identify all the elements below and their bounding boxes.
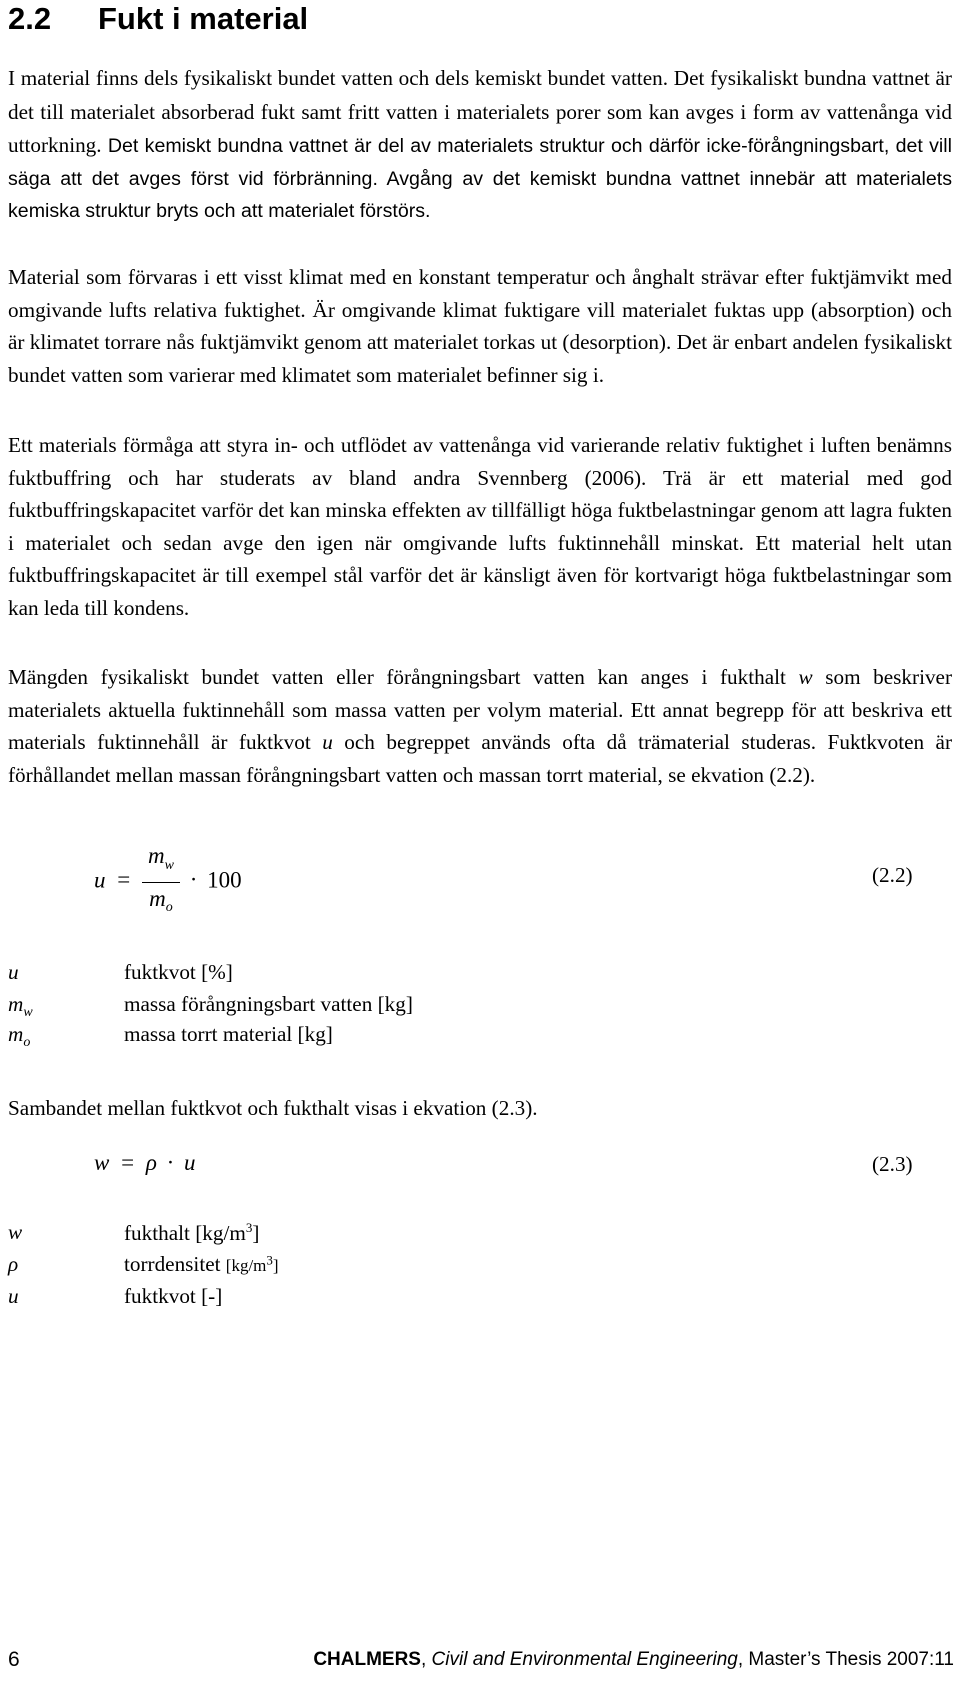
eq22-den-sub: o: [165, 900, 173, 916]
def23-sym-2: ρ: [8, 1252, 19, 1276]
footer-brand: CHALMERS: [313, 1649, 421, 1670]
def22-sym-1: [8, 960, 19, 985]
def22-sym-2-main: m: [8, 992, 24, 1016]
def22-desc-2: massa förångningsbart vatten [kg]: [124, 992, 413, 1016]
footer-sep: ,: [420, 1649, 432, 1670]
paragraph-1-part-a: I material finns dels fysikaliskt bundet vatten och dels kemiskt bundet vatten. Det fysikaliskt bundna vattnet är det till materialet absorberad fukt samt fritt vatten i materialets porer som kan avges i form av vattenånga vid uttorkning.: [8, 66, 952, 157]
equation-2-3-number: (2.3): [872, 1152, 913, 1176]
paragraph-1-part-b: Det kemiskt bundna vattnet är del av materialets struktur och därför icke-förångningsbart, det vill säga att det avges först vid förbränning.: [8, 135, 952, 190]
def23-desc-1-tail: ]: [252, 1221, 260, 1246]
footer-rest: , Master’s Thesis 2007:11: [737, 1649, 954, 1670]
def23-sym-1: w: [8, 1220, 23, 1244]
eq22-fraction: [142, 842, 180, 922]
eq23-rho: ρ: [145, 1150, 157, 1175]
paragraph-1-part-c: Avgång av det kemiskt bundna vattnet innebär att materialets kemiska struktur bryts och att materialet förstörs.: [8, 167, 952, 222]
paragraph-2: Material som förvaras i ett visst klimat med en konstant temperatur och ånghalt strävar efter fuktjämvikt med omgivande lufts relativa fuktighet. Är omgivande klimat fuktigare vill materialet fuktas upp (absorption) och är klimatet torrare nås fuktjämvikt genom att materialet torkas ut (desorption). Det är enbart andelen fysikaliskt bundet vatten som varierar med klimatet som materialet befinner sig i.: [8, 265, 952, 387]
def23-desc-2-sup: 3: [266, 1252, 273, 1268]
symbol-w-inline: w: [798, 665, 813, 689]
def23-desc-2-unit-text: [kg/m: [225, 1256, 267, 1275]
eq22-equals: =: [117, 867, 131, 893]
def23-desc-1-text: fukthalt [kg/m: [124, 1221, 246, 1246]
def23-desc-2-text: torrdensitet: [124, 1252, 226, 1276]
def23-desc-1-sup: 3: [245, 1220, 253, 1235]
paragraph-4-text-a: Mängden fysikaliskt bundet vatten eller förångningsbart vatten kan anges i fukthalt: [8, 665, 786, 689]
eq23-lhs: w: [94, 1150, 110, 1175]
def22-desc-3: massa torrt material [kg]: [124, 1022, 333, 1046]
paragraph-4: [8, 661, 952, 791]
eq22-num-m: m: [147, 843, 165, 868]
paragraph-5: Sambandet mellan fuktkvot och fukthalt visas i ekvation (2.3).: [8, 1096, 538, 1120]
page-number: 6: [8, 1648, 20, 1671]
symbol-u-inline: u: [322, 730, 333, 754]
eq22-den-m: m: [149, 885, 166, 911]
def22-desc-1: fuktkvot [%]: [124, 960, 233, 984]
eq22-numerator: [142, 842, 180, 883]
def23-desc-2: [124, 1252, 279, 1277]
footer-field: Civil and Environmental Engineering: [431, 1649, 738, 1670]
def22-sym-1-main: u: [8, 960, 19, 984]
section-heading: [8, 0, 308, 38]
page-footer: [313, 1649, 954, 1671]
section-number: 2.2: [8, 1, 52, 36]
eq23-equals: =: [121, 1150, 135, 1175]
def22-sym-2-sub: w: [23, 1005, 33, 1021]
def22-sym-3-main: m: [8, 1022, 24, 1046]
def23-sym-3: u: [8, 1284, 19, 1308]
def23-desc-3: fuktkvot [-]: [124, 1284, 223, 1308]
eq23-dot: ·: [166, 1150, 175, 1175]
section-title: Fukt i material: [98, 1, 309, 36]
equation-2-2-number: (2.2): [872, 863, 913, 887]
eq22-dot: ·: [189, 867, 198, 893]
paragraph-1: [8, 62, 952, 228]
def23-desc-2-tail: ]: [272, 1256, 279, 1275]
paragraph-4-text-b: som beskriver materialets aktuella fuktinnehåll som massa vatten per volym material. Ett annat begrepp för att beskriva ett materials fuktinnehåll är fuktkvot: [8, 665, 953, 754]
def22-sym-3-sub: o: [23, 1035, 31, 1051]
def23-desc-2-unit: [225, 1252, 279, 1275]
eq22-factor: 100: [207, 867, 242, 893]
paragraph-4-text-c: och begreppet används ofta då trämaterial studeras. Fuktkvoten är förhållandet mellan massan förångningsbart vatten och massan torrt material, se ekvation (2.2).: [8, 730, 953, 787]
equation-2-3: [94, 1150, 196, 1176]
def22-sym-3: [8, 1022, 30, 1051]
eq22-num-sub: w: [164, 857, 174, 873]
eq22-lhs: u: [94, 867, 106, 893]
eq22-denominator: [142, 883, 180, 923]
equation-2-2: [94, 842, 242, 922]
eq23-u: u: [184, 1150, 196, 1175]
def22-sym-2: [8, 992, 33, 1021]
paragraph-3: Ett materials förmåga att styra in- och utflödet av vattenånga vid varierande relativ fuktighet i luften benämns fuktbuffring och har studerats av bland andra Svennberg (2006). Trä är ett material med god fuktbuffringskapacitet varför det kan minska effekten av tillfälligt höga fuktbelastningar genom att lagra fukten i materialet och sedan avge den igen när omgivande lufts fuktinnehåll minskat. Ett material helt utan fuktbuffringskapacitet är till exempel stål varför det är känsligt även för kortvarigt höga fuktbelastningar som kan leda till kondens.: [8, 433, 952, 620]
def23-desc-1: [124, 1220, 259, 1246]
